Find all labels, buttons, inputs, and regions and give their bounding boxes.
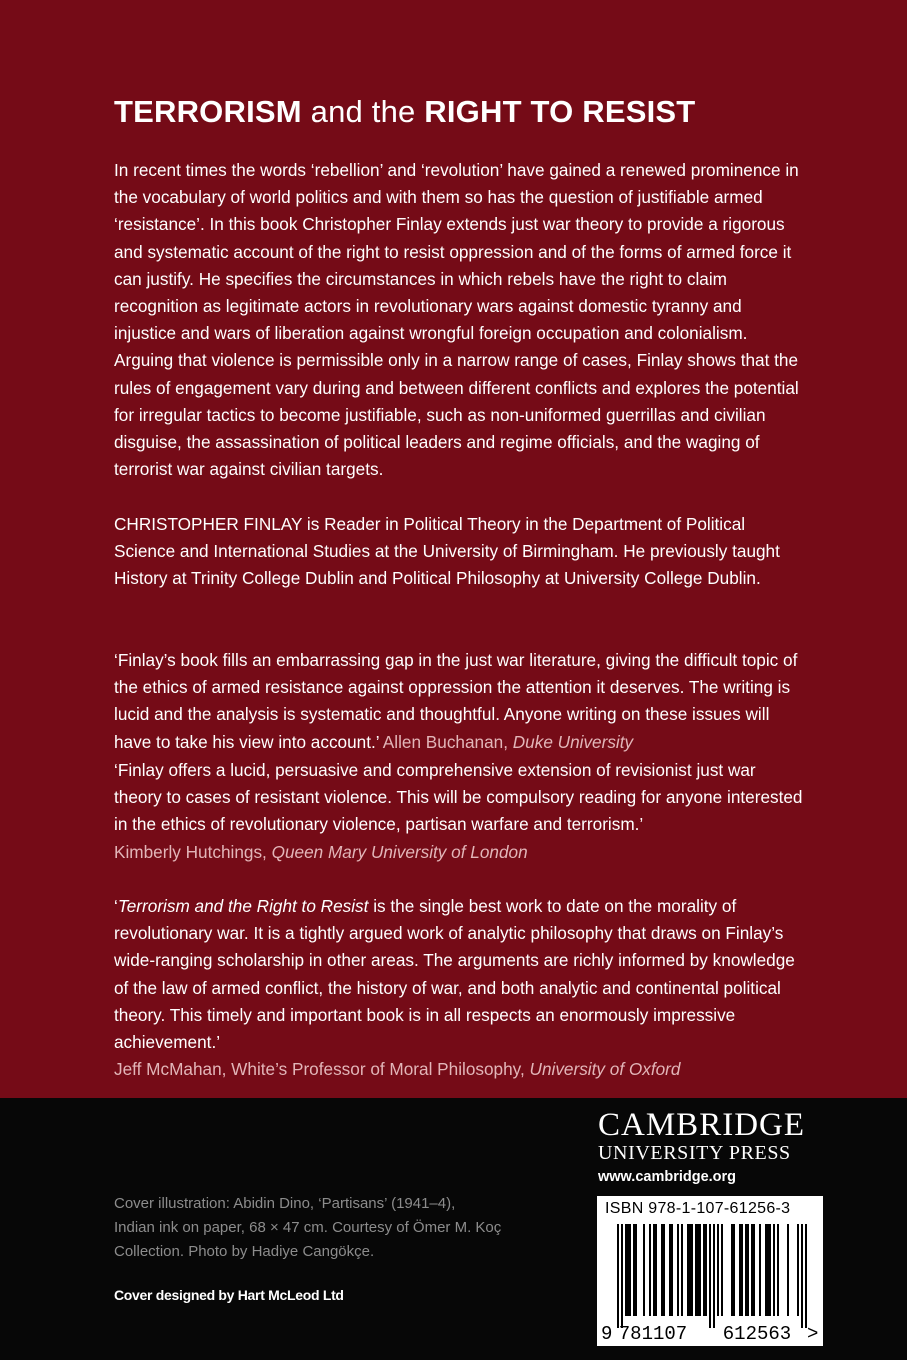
barcode-graphic [597, 1196, 823, 1346]
barcode-bar [787, 1224, 789, 1316]
review-1-quote: ‘Finlay’s book fills an embarrassing gap in the just war literature, giving the difficult topic of the ethics of armed resistance against oppression the attention it deserves. The writing is lucid and the analysis is systematic and thoughtful. Anyone writing on these issues will have to take his view into account.’ [114, 650, 798, 752]
barcode-bar [733, 1224, 735, 1316]
isbn-quiet-zone-mark: > [807, 1323, 819, 1345]
barcode-bar [801, 1224, 803, 1328]
barcode-bar [709, 1224, 711, 1328]
review-3 [114, 893, 804, 1083]
review-3-attribution [114, 1059, 680, 1079]
barcode-bar [621, 1224, 623, 1328]
book-description: In recent times the words ‘rebellion’ and ‘revolution’ have gained a renewed prominence in the vocabulary of world politics and with them so has the question of justifiable armed ‘resistance’. In this book Christopher Finlay extends just war theory to provide a rigorous and systematic account of the right to resist oppression and of the forms of armed force it can justify. He specifies the circumstances in which rebels have the right to claim recognition as legitimate actors in revolutionary wars against domestic tyranny and injustice and wars of liberation against wrongful foreign occupation and colonialism. Arguing that violence is permissible only in a narrow range of cases, Finlay shows that the rules of engagement vary during and between different conflicts and explores the potential for irregular tactics to become justifiable, such as non-uniformed guerrillas and civilian disguise, the assassination of political leaders and regime officials, and the waging of terrorist war against civilian targets. [114, 160, 799, 480]
barcode-bar [689, 1224, 691, 1316]
title-terrorism: TERRORISM [114, 94, 302, 129]
barcode-bar [633, 1224, 635, 1316]
isbn-digit-lead: 9 [601, 1323, 613, 1345]
review-2-attribution [114, 842, 528, 862]
barcode-bar [759, 1224, 761, 1316]
barcode-bar [697, 1224, 699, 1316]
author-bio: CHRISTOPHER FINLAY is Reader in Political Theory in the Department of Political Science and International Studies at the University of Birmingham. He previously taught History at Trinity College Dublin and Political Philosophy at University College Dublin. [114, 514, 780, 589]
barcode-bar [777, 1224, 779, 1316]
barcode-bar [717, 1224, 719, 1316]
review-3-name: Jeff McMahan, White’s Professor of Moral Philosophy, [114, 1059, 530, 1080]
barcode-bar [769, 1224, 771, 1316]
barcode-bar [739, 1224, 741, 1316]
isbn-digits-left: 781107 [618, 1323, 688, 1345]
barcode-bar [805, 1224, 807, 1328]
barcode-bar [663, 1224, 665, 1316]
review-3-affiliation: University of Oxford [529, 1059, 681, 1080]
review-2 [114, 757, 804, 866]
review-3-quote: is the single best work to date on the morality of revolutionary war. It is a tightly argued work of analytic philosophy that draws on Finlay’s wide-ranging scholarship in other areas. The arguments are richly informed by knowledge of the law of armed conflict, the history of war, and both analytic and continental political theory. This timely and important book is in all respects an enormously impressive achievement.’ [114, 896, 795, 1053]
barcode-bar [705, 1224, 707, 1316]
barcode-bar [655, 1224, 657, 1316]
barcode-bar [691, 1224, 693, 1316]
review-3-book-title: Terrorism and the Right to Resist [117, 896, 369, 916]
barcode-bar [767, 1224, 769, 1316]
barcode-bar [713, 1224, 715, 1328]
barcode-bar [625, 1224, 627, 1316]
barcode-bar [629, 1224, 631, 1316]
barcode-bar [687, 1224, 689, 1316]
barcode-bar [669, 1224, 671, 1316]
barcode-bar [703, 1224, 705, 1316]
publisher-logo [598, 1108, 826, 1190]
review-1-name: Allen Buchanan, [382, 731, 513, 752]
title-connector: and the [301, 94, 425, 129]
barcode-bar [797, 1224, 799, 1316]
review-2-quote: ‘Finlay offers a lucid, persuasive and comprehensive extension of revisionist just war theory to cases of resistant violence. This will be compulsory reading for anyone interested in the ethics of revolutionary violence, partisan warfare and terrorism.’ [114, 760, 803, 835]
barcode-bar [671, 1224, 673, 1316]
barcode-bar [699, 1224, 701, 1316]
barcode-bar [753, 1224, 755, 1316]
publisher-name: CAMBRIDGE [598, 1107, 806, 1143]
barcode-bar [731, 1224, 733, 1316]
barcode-bar [721, 1224, 723, 1316]
barcode-bar [751, 1224, 753, 1316]
isbn-label: ISBN 978-1-107-61256-3 [605, 1200, 791, 1217]
publisher-subname: UNIVERSITY PRESS [598, 1142, 791, 1164]
review-1-affiliation: Duke University [512, 731, 634, 752]
review-1-attribution [383, 732, 633, 752]
barcode-bar [627, 1224, 629, 1316]
barcode-bar [649, 1224, 651, 1316]
isbn-barcode [597, 1196, 823, 1346]
barcode-bar [661, 1224, 663, 1316]
title-right-to-resist: RIGHT TO RESIST [424, 94, 696, 129]
review-2-name: Kimberly Hutchings, [114, 841, 272, 862]
barcode-bar [653, 1224, 655, 1316]
review-1 [114, 647, 804, 756]
barcode-bar [695, 1224, 697, 1316]
barcode-bar [741, 1224, 743, 1316]
isbn-digits-right: 612563 [722, 1323, 792, 1345]
barcode-bar [747, 1224, 749, 1316]
publisher-url: www.cambridge.org [598, 1169, 737, 1185]
cover-designer-credit: Cover designed by Hart McLeod Ltd [114, 1287, 344, 1303]
cover-illustration-credit: Cover illustration: Abidin Dino, ‘Partisans’ (1941–4), Indian ink on paper, 68 × 47 cm. Courtesy of Ömer M. Koç Collection. Photo by Hadiye Cangökçe. [114, 1195, 502, 1260]
review-2-affiliation: Queen Mary University of London [271, 841, 528, 862]
barcode-bar [681, 1224, 683, 1316]
barcode-bar [745, 1224, 747, 1316]
book-title [114, 92, 695, 132]
review-3-quote-open: ‘ [114, 896, 118, 916]
barcode-bar [773, 1224, 775, 1316]
barcode-bar [617, 1224, 619, 1328]
barcode-bar [765, 1224, 767, 1316]
barcode-bar [635, 1224, 637, 1316]
barcode-bar [677, 1224, 679, 1316]
barcode-bar [643, 1224, 645, 1316]
